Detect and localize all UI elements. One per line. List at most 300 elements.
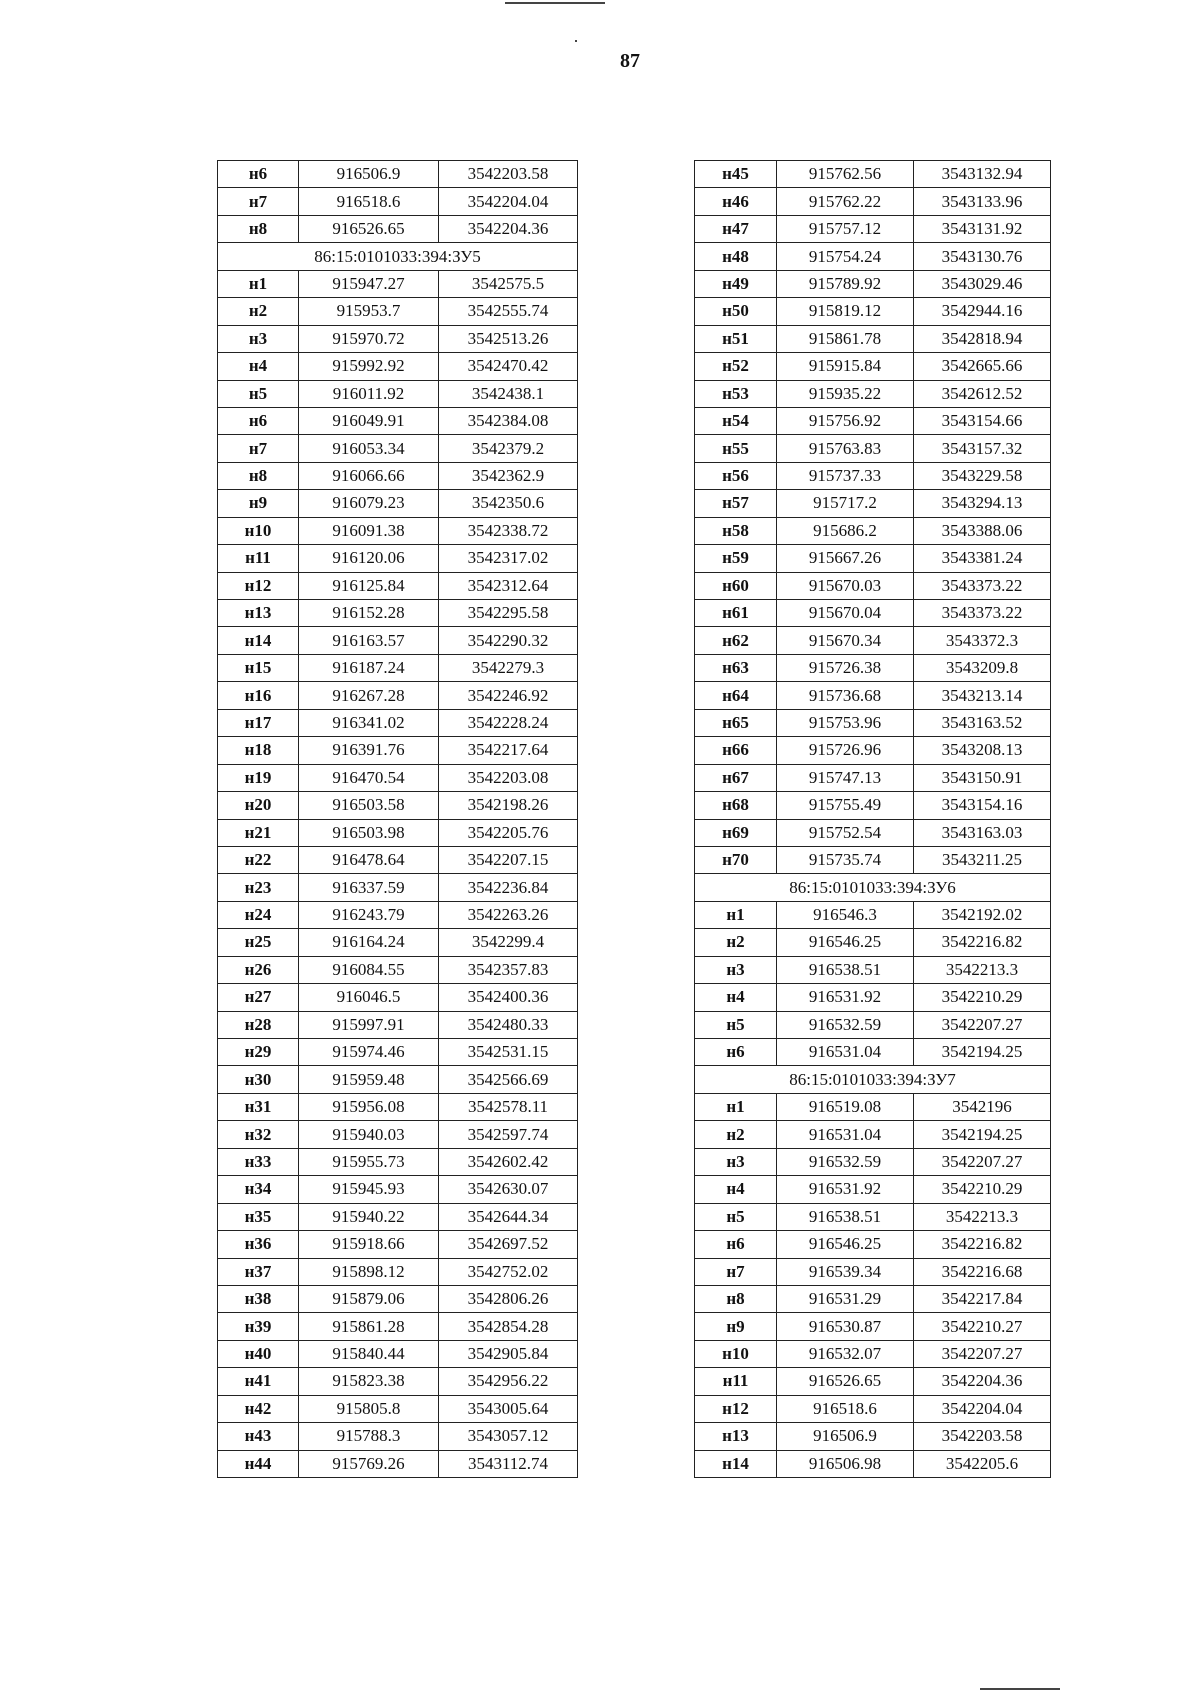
- table-row: [218, 819, 578, 846]
- x-coordinate: 915670.03: [777, 572, 914, 599]
- y-coordinate: 3542217.84: [914, 1285, 1051, 1312]
- point-label: н65: [695, 709, 777, 736]
- y-coordinate: 3543294.13: [914, 490, 1051, 517]
- y-coordinate: 3543154.16: [914, 792, 1051, 819]
- x-coordinate: 915861.78: [777, 325, 914, 352]
- table-row: [218, 380, 578, 407]
- y-coordinate: 3542196: [914, 1093, 1051, 1120]
- table-row: [218, 929, 578, 956]
- y-coordinate: 3543132.94: [914, 161, 1051, 188]
- point-label: н60: [695, 572, 777, 599]
- x-coordinate: 916046.5: [299, 984, 439, 1011]
- y-coordinate: 3543213.14: [914, 682, 1051, 709]
- x-coordinate: 916519.08: [777, 1093, 914, 1120]
- point-label: н3: [218, 325, 299, 352]
- y-coordinate: 3543154.66: [914, 407, 1051, 434]
- table-row: [218, 1093, 578, 1120]
- x-coordinate: 915788.3: [299, 1423, 439, 1450]
- table-row: [695, 682, 1051, 709]
- point-label: н63: [695, 654, 777, 681]
- y-coordinate: 3543029.46: [914, 270, 1051, 297]
- y-coordinate: 3542597.74: [439, 1121, 578, 1148]
- y-coordinate: 3542602.42: [439, 1148, 578, 1175]
- point-label: н6: [695, 1231, 777, 1258]
- coordinates-table-left: [217, 160, 578, 1478]
- table-row: [695, 737, 1051, 764]
- point-label: н27: [218, 984, 299, 1011]
- table-row: [695, 325, 1051, 352]
- x-coordinate: 915974.46: [299, 1039, 439, 1066]
- table-row: [695, 188, 1051, 215]
- table-row: [695, 1011, 1051, 1038]
- point-label: н9: [218, 490, 299, 517]
- y-coordinate: 3542236.84: [439, 874, 578, 901]
- point-label: н20: [218, 792, 299, 819]
- table-row: [218, 874, 578, 901]
- y-coordinate: 3542470.42: [439, 353, 578, 380]
- y-coordinate: 3542203.08: [439, 764, 578, 791]
- y-coordinate: 3542480.33: [439, 1011, 578, 1038]
- y-coordinate: 3542204.04: [914, 1395, 1051, 1422]
- y-coordinate: 3542210.27: [914, 1313, 1051, 1340]
- y-coordinate: 3543005.64: [439, 1395, 578, 1422]
- point-label: н28: [218, 1011, 299, 1038]
- table-row: [695, 407, 1051, 434]
- y-coordinate: 3542575.5: [439, 270, 578, 297]
- table-row: [695, 215, 1051, 242]
- x-coordinate: 916120.06: [299, 545, 439, 572]
- point-label: н6: [218, 407, 299, 434]
- table-row: [218, 1039, 578, 1066]
- y-coordinate: 3543112.74: [439, 1450, 578, 1477]
- point-label: н6: [218, 161, 299, 188]
- y-coordinate: 3542578.11: [439, 1093, 578, 1120]
- point-label: н7: [695, 1258, 777, 1285]
- point-label: н1: [218, 270, 299, 297]
- table-row: [218, 572, 578, 599]
- table-row: [218, 654, 578, 681]
- point-label: н33: [218, 1148, 299, 1175]
- table-row: [218, 901, 578, 928]
- x-coordinate: 916049.91: [299, 407, 439, 434]
- x-coordinate: 915747.13: [777, 764, 914, 791]
- x-coordinate: 916091.38: [299, 517, 439, 544]
- point-label: н48: [695, 243, 777, 270]
- table-row: [695, 545, 1051, 572]
- point-label: н45: [695, 161, 777, 188]
- y-coordinate: 3542944.16: [914, 298, 1051, 325]
- point-label: н39: [218, 1313, 299, 1340]
- y-coordinate: 3542263.26: [439, 901, 578, 928]
- point-label: н41: [218, 1368, 299, 1395]
- x-coordinate: 916152.28: [299, 600, 439, 627]
- point-label: н11: [218, 545, 299, 572]
- x-coordinate: 916531.29: [777, 1285, 914, 1312]
- table-row: [218, 435, 578, 462]
- y-coordinate: 3542299.4: [439, 929, 578, 956]
- x-coordinate: 916187.24: [299, 654, 439, 681]
- point-label: н7: [218, 435, 299, 462]
- table-row: [218, 298, 578, 325]
- x-coordinate: 915945.93: [299, 1176, 439, 1203]
- y-coordinate: 3542531.15: [439, 1039, 578, 1066]
- point-label: н5: [695, 1011, 777, 1038]
- x-coordinate: 915754.24: [777, 243, 914, 270]
- table-row: [695, 1231, 1051, 1258]
- point-label: н8: [695, 1285, 777, 1312]
- x-coordinate: 915959.48: [299, 1066, 439, 1093]
- point-label: н12: [695, 1395, 777, 1422]
- table-row: [218, 1231, 578, 1258]
- point-label: н58: [695, 517, 777, 544]
- y-coordinate: 3542295.58: [439, 600, 578, 627]
- point-label: н64: [695, 682, 777, 709]
- table-row: [218, 764, 578, 791]
- table-row: [695, 929, 1051, 956]
- table-row: [695, 572, 1051, 599]
- point-label: н3: [695, 956, 777, 983]
- point-label: н8: [218, 215, 299, 242]
- point-label: н3: [695, 1148, 777, 1175]
- x-coordinate: 915879.06: [299, 1285, 439, 1312]
- table-row: [695, 956, 1051, 983]
- y-coordinate: 3542279.3: [439, 654, 578, 681]
- point-label: н1: [695, 1093, 777, 1120]
- y-coordinate: 3543130.76: [914, 243, 1051, 270]
- parcel-cadastral-number: 86:15:0101033:394:ЗУ6: [695, 874, 1051, 901]
- x-coordinate: 915667.26: [777, 545, 914, 572]
- x-coordinate: 915670.04: [777, 600, 914, 627]
- x-coordinate: 916546.25: [777, 929, 914, 956]
- point-label: н16: [218, 682, 299, 709]
- x-coordinate: 915726.96: [777, 737, 914, 764]
- table-row: [695, 1039, 1051, 1066]
- table-row: [695, 1340, 1051, 1367]
- x-coordinate: 915861.28: [299, 1313, 439, 1340]
- table-row: [218, 270, 578, 297]
- x-coordinate: 915947.27: [299, 270, 439, 297]
- table-row: [695, 435, 1051, 462]
- point-label: н36: [218, 1231, 299, 1258]
- point-label: н30: [218, 1066, 299, 1093]
- x-coordinate: 916503.98: [299, 819, 439, 846]
- table-row: [695, 1176, 1051, 1203]
- point-label: н51: [695, 325, 777, 352]
- table-row: [218, 1450, 578, 1477]
- x-coordinate: 916526.65: [299, 215, 439, 242]
- table-row: [218, 545, 578, 572]
- y-coordinate: 3542317.02: [439, 545, 578, 572]
- y-coordinate: 3542203.58: [914, 1423, 1051, 1450]
- y-coordinate: 3543372.3: [914, 627, 1051, 654]
- table-row: [695, 764, 1051, 791]
- y-coordinate: 3542204.04: [439, 188, 578, 215]
- x-coordinate: 915956.08: [299, 1093, 439, 1120]
- point-label: н10: [218, 517, 299, 544]
- page-number: 87: [620, 50, 640, 72]
- table-row: [695, 490, 1051, 517]
- y-coordinate: 3543209.8: [914, 654, 1051, 681]
- x-coordinate: 916503.58: [299, 792, 439, 819]
- point-label: н4: [695, 984, 777, 1011]
- x-coordinate: 915769.26: [299, 1450, 439, 1477]
- point-label: н2: [695, 929, 777, 956]
- point-label: н56: [695, 462, 777, 489]
- table-row: [218, 1203, 578, 1230]
- table-row: [695, 243, 1051, 270]
- table-row: [218, 600, 578, 627]
- x-coordinate: 916532.07: [777, 1340, 914, 1367]
- point-label: н52: [695, 353, 777, 380]
- point-label: н24: [218, 901, 299, 928]
- table-row: [695, 270, 1051, 297]
- table-row: [218, 517, 578, 544]
- table-row: [695, 1423, 1051, 1450]
- y-coordinate: 3542644.34: [439, 1203, 578, 1230]
- x-coordinate: 916546.25: [777, 1231, 914, 1258]
- x-coordinate: 916066.66: [299, 462, 439, 489]
- table-row: [218, 1121, 578, 1148]
- point-label: н11: [695, 1368, 777, 1395]
- y-coordinate: 3542207.27: [914, 1011, 1051, 1038]
- point-label: н42: [218, 1395, 299, 1422]
- point-label: н62: [695, 627, 777, 654]
- point-label: н68: [695, 792, 777, 819]
- table-row: [695, 1148, 1051, 1175]
- table-row: [218, 188, 578, 215]
- x-coordinate: 915736.68: [777, 682, 914, 709]
- x-coordinate: 915752.54: [777, 819, 914, 846]
- point-label: н25: [218, 929, 299, 956]
- y-coordinate: 3542338.72: [439, 517, 578, 544]
- point-label: н1: [695, 901, 777, 928]
- table-row: [695, 846, 1051, 873]
- y-coordinate: 3543388.06: [914, 517, 1051, 544]
- point-label: н37: [218, 1258, 299, 1285]
- table-row: [218, 462, 578, 489]
- y-coordinate: 3542566.69: [439, 1066, 578, 1093]
- y-coordinate: 3542362.9: [439, 462, 578, 489]
- y-coordinate: 3542290.32: [439, 627, 578, 654]
- y-coordinate: 3542216.82: [914, 929, 1051, 956]
- table-row: [218, 1313, 578, 1340]
- point-label: н50: [695, 298, 777, 325]
- x-coordinate: 916546.3: [777, 901, 914, 928]
- point-label: н38: [218, 1285, 299, 1312]
- table-row: [695, 298, 1051, 325]
- table-row: [695, 1368, 1051, 1395]
- y-coordinate: 3542207.27: [914, 1340, 1051, 1367]
- x-coordinate: 916506.98: [777, 1450, 914, 1477]
- table-row: [695, 1093, 1051, 1120]
- x-coordinate: 916532.59: [777, 1148, 914, 1175]
- parcel-cadastral-number: 86:15:0101033:394:ЗУ7: [695, 1066, 1051, 1093]
- y-coordinate: 3542216.82: [914, 1231, 1051, 1258]
- point-label: н40: [218, 1340, 299, 1367]
- y-coordinate: 3542400.36: [439, 984, 578, 1011]
- x-coordinate: 916164.24: [299, 929, 439, 956]
- table-row: [218, 161, 578, 188]
- table-row: [218, 984, 578, 1011]
- point-label: н46: [695, 188, 777, 215]
- y-coordinate: 3542205.76: [439, 819, 578, 846]
- x-coordinate: 916538.51: [777, 956, 914, 983]
- y-coordinate: 3543211.25: [914, 846, 1051, 873]
- x-coordinate: 915762.22: [777, 188, 914, 215]
- y-coordinate: 3542207.27: [914, 1148, 1051, 1175]
- y-coordinate: 3542384.08: [439, 407, 578, 434]
- table-row: [695, 161, 1051, 188]
- x-coordinate: 916478.64: [299, 846, 439, 873]
- y-coordinate: 3542194.25: [914, 1121, 1051, 1148]
- point-label: н13: [218, 600, 299, 627]
- point-label: н31: [218, 1093, 299, 1120]
- y-coordinate: 3543381.24: [914, 545, 1051, 572]
- x-coordinate: 915915.84: [777, 353, 914, 380]
- x-coordinate: 916530.87: [777, 1313, 914, 1340]
- x-coordinate: 916506.9: [299, 161, 439, 188]
- y-coordinate: 3542350.6: [439, 490, 578, 517]
- x-coordinate: 916518.6: [299, 188, 439, 215]
- x-coordinate: 915992.92: [299, 353, 439, 380]
- x-coordinate: 915737.33: [777, 462, 914, 489]
- table-row: [695, 901, 1051, 928]
- y-coordinate: 3542194.25: [914, 1039, 1051, 1066]
- y-coordinate: 3542555.74: [439, 298, 578, 325]
- y-coordinate: 3542228.24: [439, 709, 578, 736]
- point-label: н57: [695, 490, 777, 517]
- x-coordinate: 915940.03: [299, 1121, 439, 1148]
- y-coordinate: 3542665.66: [914, 353, 1051, 380]
- point-label: н10: [695, 1340, 777, 1367]
- table-row: [218, 846, 578, 873]
- y-coordinate: 3543229.58: [914, 462, 1051, 489]
- point-label: н17: [218, 709, 299, 736]
- x-coordinate: 916531.92: [777, 984, 914, 1011]
- x-coordinate: 916341.02: [299, 709, 439, 736]
- x-coordinate: 915953.7: [299, 298, 439, 325]
- table-row: [218, 407, 578, 434]
- parcel-cadastral-number: 86:15:0101033:394:ЗУ5: [218, 243, 578, 270]
- table-row: [218, 353, 578, 380]
- x-coordinate: 916531.04: [777, 1039, 914, 1066]
- section-header-row: [218, 243, 578, 270]
- point-label: н34: [218, 1176, 299, 1203]
- table-row: [218, 956, 578, 983]
- x-coordinate: 916531.92: [777, 1176, 914, 1203]
- x-coordinate: 915753.96: [777, 709, 914, 736]
- table-row: [695, 1203, 1051, 1230]
- table-row: [218, 737, 578, 764]
- point-label: н53: [695, 380, 777, 407]
- y-coordinate: 3542357.83: [439, 956, 578, 983]
- point-label: н69: [695, 819, 777, 846]
- point-label: н35: [218, 1203, 299, 1230]
- point-label: н26: [218, 956, 299, 983]
- y-coordinate: 3542198.26: [439, 792, 578, 819]
- y-coordinate: 3543157.32: [914, 435, 1051, 462]
- table-row: [218, 1011, 578, 1038]
- table-row: [218, 490, 578, 517]
- point-label: н4: [695, 1176, 777, 1203]
- x-coordinate: 915840.44: [299, 1340, 439, 1367]
- x-coordinate: 915997.91: [299, 1011, 439, 1038]
- table-row: [218, 682, 578, 709]
- table-row: [218, 1148, 578, 1175]
- point-label: н9: [695, 1313, 777, 1340]
- point-label: н4: [218, 353, 299, 380]
- x-coordinate: 915823.38: [299, 1368, 439, 1395]
- point-label: н2: [695, 1121, 777, 1148]
- x-coordinate: 916470.54: [299, 764, 439, 791]
- point-label: н66: [695, 737, 777, 764]
- table-row: [695, 1121, 1051, 1148]
- point-label: н23: [218, 874, 299, 901]
- y-coordinate: 3542818.94: [914, 325, 1051, 352]
- y-coordinate: 3543163.52: [914, 709, 1051, 736]
- table-row: [695, 380, 1051, 407]
- table-row: [695, 1313, 1051, 1340]
- table-row: [218, 1368, 578, 1395]
- point-label: н47: [695, 215, 777, 242]
- table-row: [218, 1423, 578, 1450]
- y-coordinate: 3542192.02: [914, 901, 1051, 928]
- point-label: н14: [218, 627, 299, 654]
- x-coordinate: 916337.59: [299, 874, 439, 901]
- x-coordinate: 916532.59: [777, 1011, 914, 1038]
- point-label: н19: [218, 764, 299, 791]
- table-row: [695, 984, 1051, 1011]
- point-label: н70: [695, 846, 777, 873]
- y-coordinate: 3543163.03: [914, 819, 1051, 846]
- y-coordinate: 3542207.15: [439, 846, 578, 873]
- scan-artifact-bottom: [980, 1688, 1060, 1690]
- point-label: н5: [218, 380, 299, 407]
- point-label: н7: [218, 188, 299, 215]
- y-coordinate: 3542806.26: [439, 1285, 578, 1312]
- point-label: н32: [218, 1121, 299, 1148]
- y-coordinate: 3542905.84: [439, 1340, 578, 1367]
- point-label: н14: [695, 1450, 777, 1477]
- y-coordinate: 3542217.64: [439, 737, 578, 764]
- table-row: [695, 709, 1051, 736]
- table-row: [695, 1395, 1051, 1422]
- y-coordinate: 3542204.36: [914, 1368, 1051, 1395]
- y-coordinate: 3543150.91: [914, 764, 1051, 791]
- y-coordinate: 3542205.6: [914, 1450, 1051, 1477]
- point-label: н29: [218, 1039, 299, 1066]
- y-coordinate: 3543373.22: [914, 600, 1051, 627]
- point-label: н2: [218, 298, 299, 325]
- y-coordinate: 3542752.02: [439, 1258, 578, 1285]
- y-coordinate: 3542203.58: [439, 161, 578, 188]
- y-coordinate: 3542513.26: [439, 325, 578, 352]
- y-coordinate: 3543133.96: [914, 188, 1051, 215]
- y-coordinate: 3542213.3: [914, 1203, 1051, 1230]
- table-row: [695, 654, 1051, 681]
- point-label: н13: [695, 1423, 777, 1450]
- point-label: н12: [218, 572, 299, 599]
- point-label: н59: [695, 545, 777, 572]
- x-coordinate: 915789.92: [777, 270, 914, 297]
- y-coordinate: 3542213.3: [914, 956, 1051, 983]
- y-coordinate: 3542210.29: [914, 984, 1051, 1011]
- x-coordinate: 915805.8: [299, 1395, 439, 1422]
- table-row: [695, 1285, 1051, 1312]
- section-header-row: [695, 1066, 1051, 1093]
- x-coordinate: 916011.92: [299, 380, 439, 407]
- y-coordinate: 3543131.92: [914, 215, 1051, 242]
